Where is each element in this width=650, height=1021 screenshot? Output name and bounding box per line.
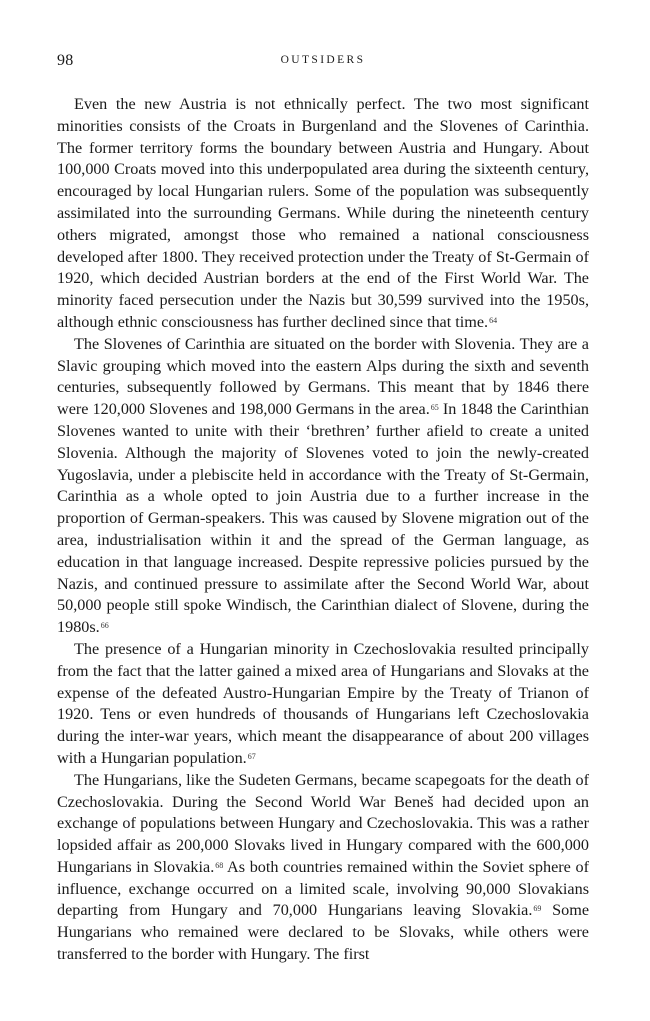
- paragraph-slovenes-carinthia: [57, 334, 589, 639]
- body-text: [57, 94, 589, 966]
- footnote-marker[interactable]: 64: [489, 315, 498, 325]
- footnote-marker[interactable]: 65: [430, 403, 439, 413]
- paragraph-text: Even the new Austria is not ethnically perfect. The two most significant minorities consists of the Croats in Burgenland and the Slovenes of Carinthia. The former territory forms the boundary between Austria and Hungary. About 100,000 Croats moved into this underpopulated area during the sixteenth century, encouraged by local Hungarian rulers. Some of the population was subsequently assimilated into the surrounding Germans. While during the nineteenth century others migrated, amongst those who remained a national consciousness developed after 1800. They received protection under the Treaty of St-Germain of 1920, which decided Austrian borders at the end of the First World War. The minority faced persecution under the Nazis but 30,599 survived into the 1950s, although ethnic consciousness has further declined since that time.: [57, 95, 589, 331]
- footnote-marker[interactable]: 67: [247, 751, 256, 761]
- footnote-marker[interactable]: 66: [100, 621, 109, 631]
- running-head: [57, 52, 589, 74]
- footnote-marker[interactable]: 69: [533, 904, 542, 914]
- paragraph-text: Some Hungarians who remained were declared to be Slovaks, while others were transferred to the border with Hungary. The first: [57, 901, 590, 964]
- paragraph-hungarian-minority: [57, 639, 589, 770]
- running-title: OUTSIDERS: [280, 54, 366, 66]
- paragraph-text: The presence of a Hungarian minority in Czechoslovakia resulted principally from the fact that the latter gained a mixed area of Hungarians and Slovaks at the expense of the defeated Austro-Hungarian Empire by the Treaty of Trianon of 1920. Tens or even hundreds of thousands of Hungarians left Czechoslovakia during the inter-war years, which meant the disappearance of about 200 villages with a Hungarian population.: [57, 639, 589, 767]
- paragraph-text: In 1848 the Carinthian Slovenes wanted to unite with their ‘brethren’ further afield to create a united Slovenia. Although the majority of Slovenes voted to join the newly-created Yugoslavia, under a plebiscite held in accordance with the Treaty of St-Germain, Carinthia as a whole opted to join Austria due to a further increase in the proportion of German-speakers. This was caused by Slovene migration out of the area, industrialisation within it and the spread of the German language, as education in that language increased. Despite repressive policies pursued by the Nazis, and continued pressure to assimilate after the Second World War, about 50,000 people still spoke Windisch, the Carinthian dialect of Slovene, during the 1980s.: [57, 400, 589, 637]
- page-number: 98: [57, 52, 74, 69]
- paragraph-text: The Slovenes of Carinthia are situated on the border with Slovenia. They are a Slavic grouping which moved into the eastern Alps during the sixth and seventh centuries, subsequently followed by Germans. This meant that by 1846 there were 120,000 Slovenes and 198,000 Germans in the area.: [57, 334, 589, 419]
- paragraph-text: The Hungarians, like the Sudeten Germans, became scapegoats for the death of Czechoslovakia. During the Second World War Beneš had decided upon an exchange of populations between Hungary and Czechoslovakia. This was a rather lopsided affair as 200,000 Slovaks lived in Hungary compared with the 600,000 Hungarians in Slovakia.: [57, 770, 589, 876]
- paragraph-croats-burgenland: [57, 94, 589, 334]
- paragraph-hungarian-scapegoats: [57, 770, 589, 966]
- footnote-marker[interactable]: 68: [215, 860, 224, 870]
- paragraph-text: As both countries remained within the Soviet sphere of influence, exchange occurred on a limited scale, involving 90,000 Slovakians departing from Hungary and 70,000 Hungarians leaving Slovakia.: [57, 857, 589, 920]
